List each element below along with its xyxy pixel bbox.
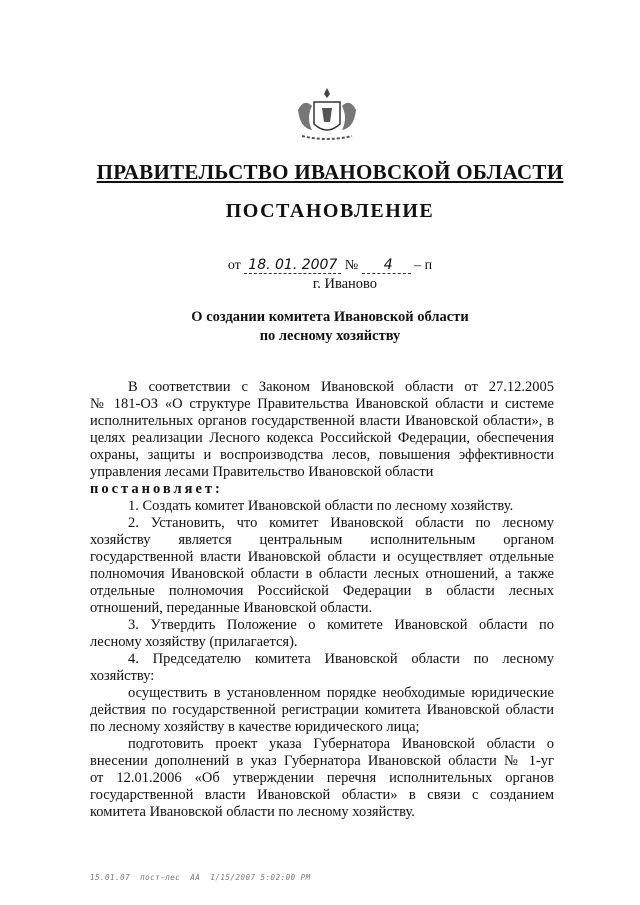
text-line: отношений, переданные Ивановской области. (90, 600, 373, 616)
paragraph (90, 736, 554, 821)
number-prefix: № (344, 258, 359, 273)
text-line: управления лесами Правительство Ивановской области (90, 464, 434, 480)
paragraph (90, 685, 554, 736)
paragraph (90, 515, 554, 617)
text-line: № 181-ОЗ «О структуре Правительства Ивановской области и системе (90, 396, 554, 412)
coat-of-arms-emblem (292, 84, 362, 144)
text-line: 2. Установить, что комитет Ивановской области по лесному (128, 515, 554, 531)
subject-line: по лесному хозяйству (259, 328, 401, 344)
date-number-line (90, 257, 570, 274)
document-body (90, 379, 554, 821)
date-prefix: от (227, 258, 241, 273)
government-title: ПРАВИТЕЛЬСТВО ИВАНОВСКОЙ ОБЛАСТИ (96, 160, 564, 184)
text-line: осуществить в установленном порядке необходимые юридические (128, 685, 554, 701)
text-line: по лесному хозяйству в качестве юридического лица; (90, 719, 420, 735)
text-line: 1. Создать комитет Ивановской области по лесному хозяйству. (128, 498, 514, 514)
document-subject (90, 308, 570, 346)
text-line: лесному хозяйству (прилагается). (90, 634, 298, 650)
text-line: исполнительных органов государственной власти Ивановской области», в (90, 413, 554, 429)
text-line: полномочия Ивановской области в области лесных отношений, а также (90, 566, 554, 582)
text-line: внесении дополнений в указ Губернатора Ивановской области № 1-уг (90, 753, 554, 769)
text-line: хозяйству: (90, 668, 155, 684)
paragraph (90, 617, 554, 651)
text-line: от 12.01.2006 «Об утверждении перечня исполнительных органов (90, 770, 554, 786)
city: г. Иваново (312, 276, 378, 292)
document-date: 18. 01. 2007 (244, 257, 341, 274)
text-line: В соответствии с Законом Ивановской области от 27.12.2005 (128, 379, 554, 395)
paragraph (90, 651, 554, 685)
text-line: охраны, защиты и воспроизводства лесов, повышения эффективности (90, 447, 554, 463)
text-line: комитета Ивановской области по лесному хозяйству. (90, 804, 415, 820)
number-suffix: – п (414, 258, 433, 273)
text-line: хозяйству является центральным исполнительным органом (90, 532, 554, 548)
text-line: действия по государственной регистрации комитета Ивановской области (90, 702, 554, 718)
paragraph (90, 379, 554, 481)
document-type: ПОСТАНОВЛЕНИЕ (225, 200, 435, 222)
text-line: целях реализации Лесного кодекса Российской Федерации, обеспечения (90, 430, 554, 446)
text-line: подготовить проект указа Губернатора Ивановской области о (128, 736, 554, 752)
document-number: 4 (362, 257, 411, 274)
subject-line: О создании комитета Ивановской области (191, 309, 469, 325)
paragraph (90, 481, 554, 498)
text-line: отдельные полномочия Российской Федерации в области лесных (90, 583, 554, 599)
text-line: 3. Утвердить Положение о комитете Ивановской области по (128, 617, 554, 633)
text-line: постановляет: (90, 481, 223, 497)
text-line: 4. Председателю комитета Ивановской области по лесному (128, 651, 554, 667)
text-line: государственной власти Ивановской области и осуществляет отдельные (90, 549, 554, 565)
paragraph (90, 498, 554, 515)
footer-stamp: 15.01.07 пост-лес АА 1/15/2007 5:02:00 PM (90, 873, 311, 882)
text-line: государственной власти Ивановской области» в связи с созданием (90, 787, 554, 803)
